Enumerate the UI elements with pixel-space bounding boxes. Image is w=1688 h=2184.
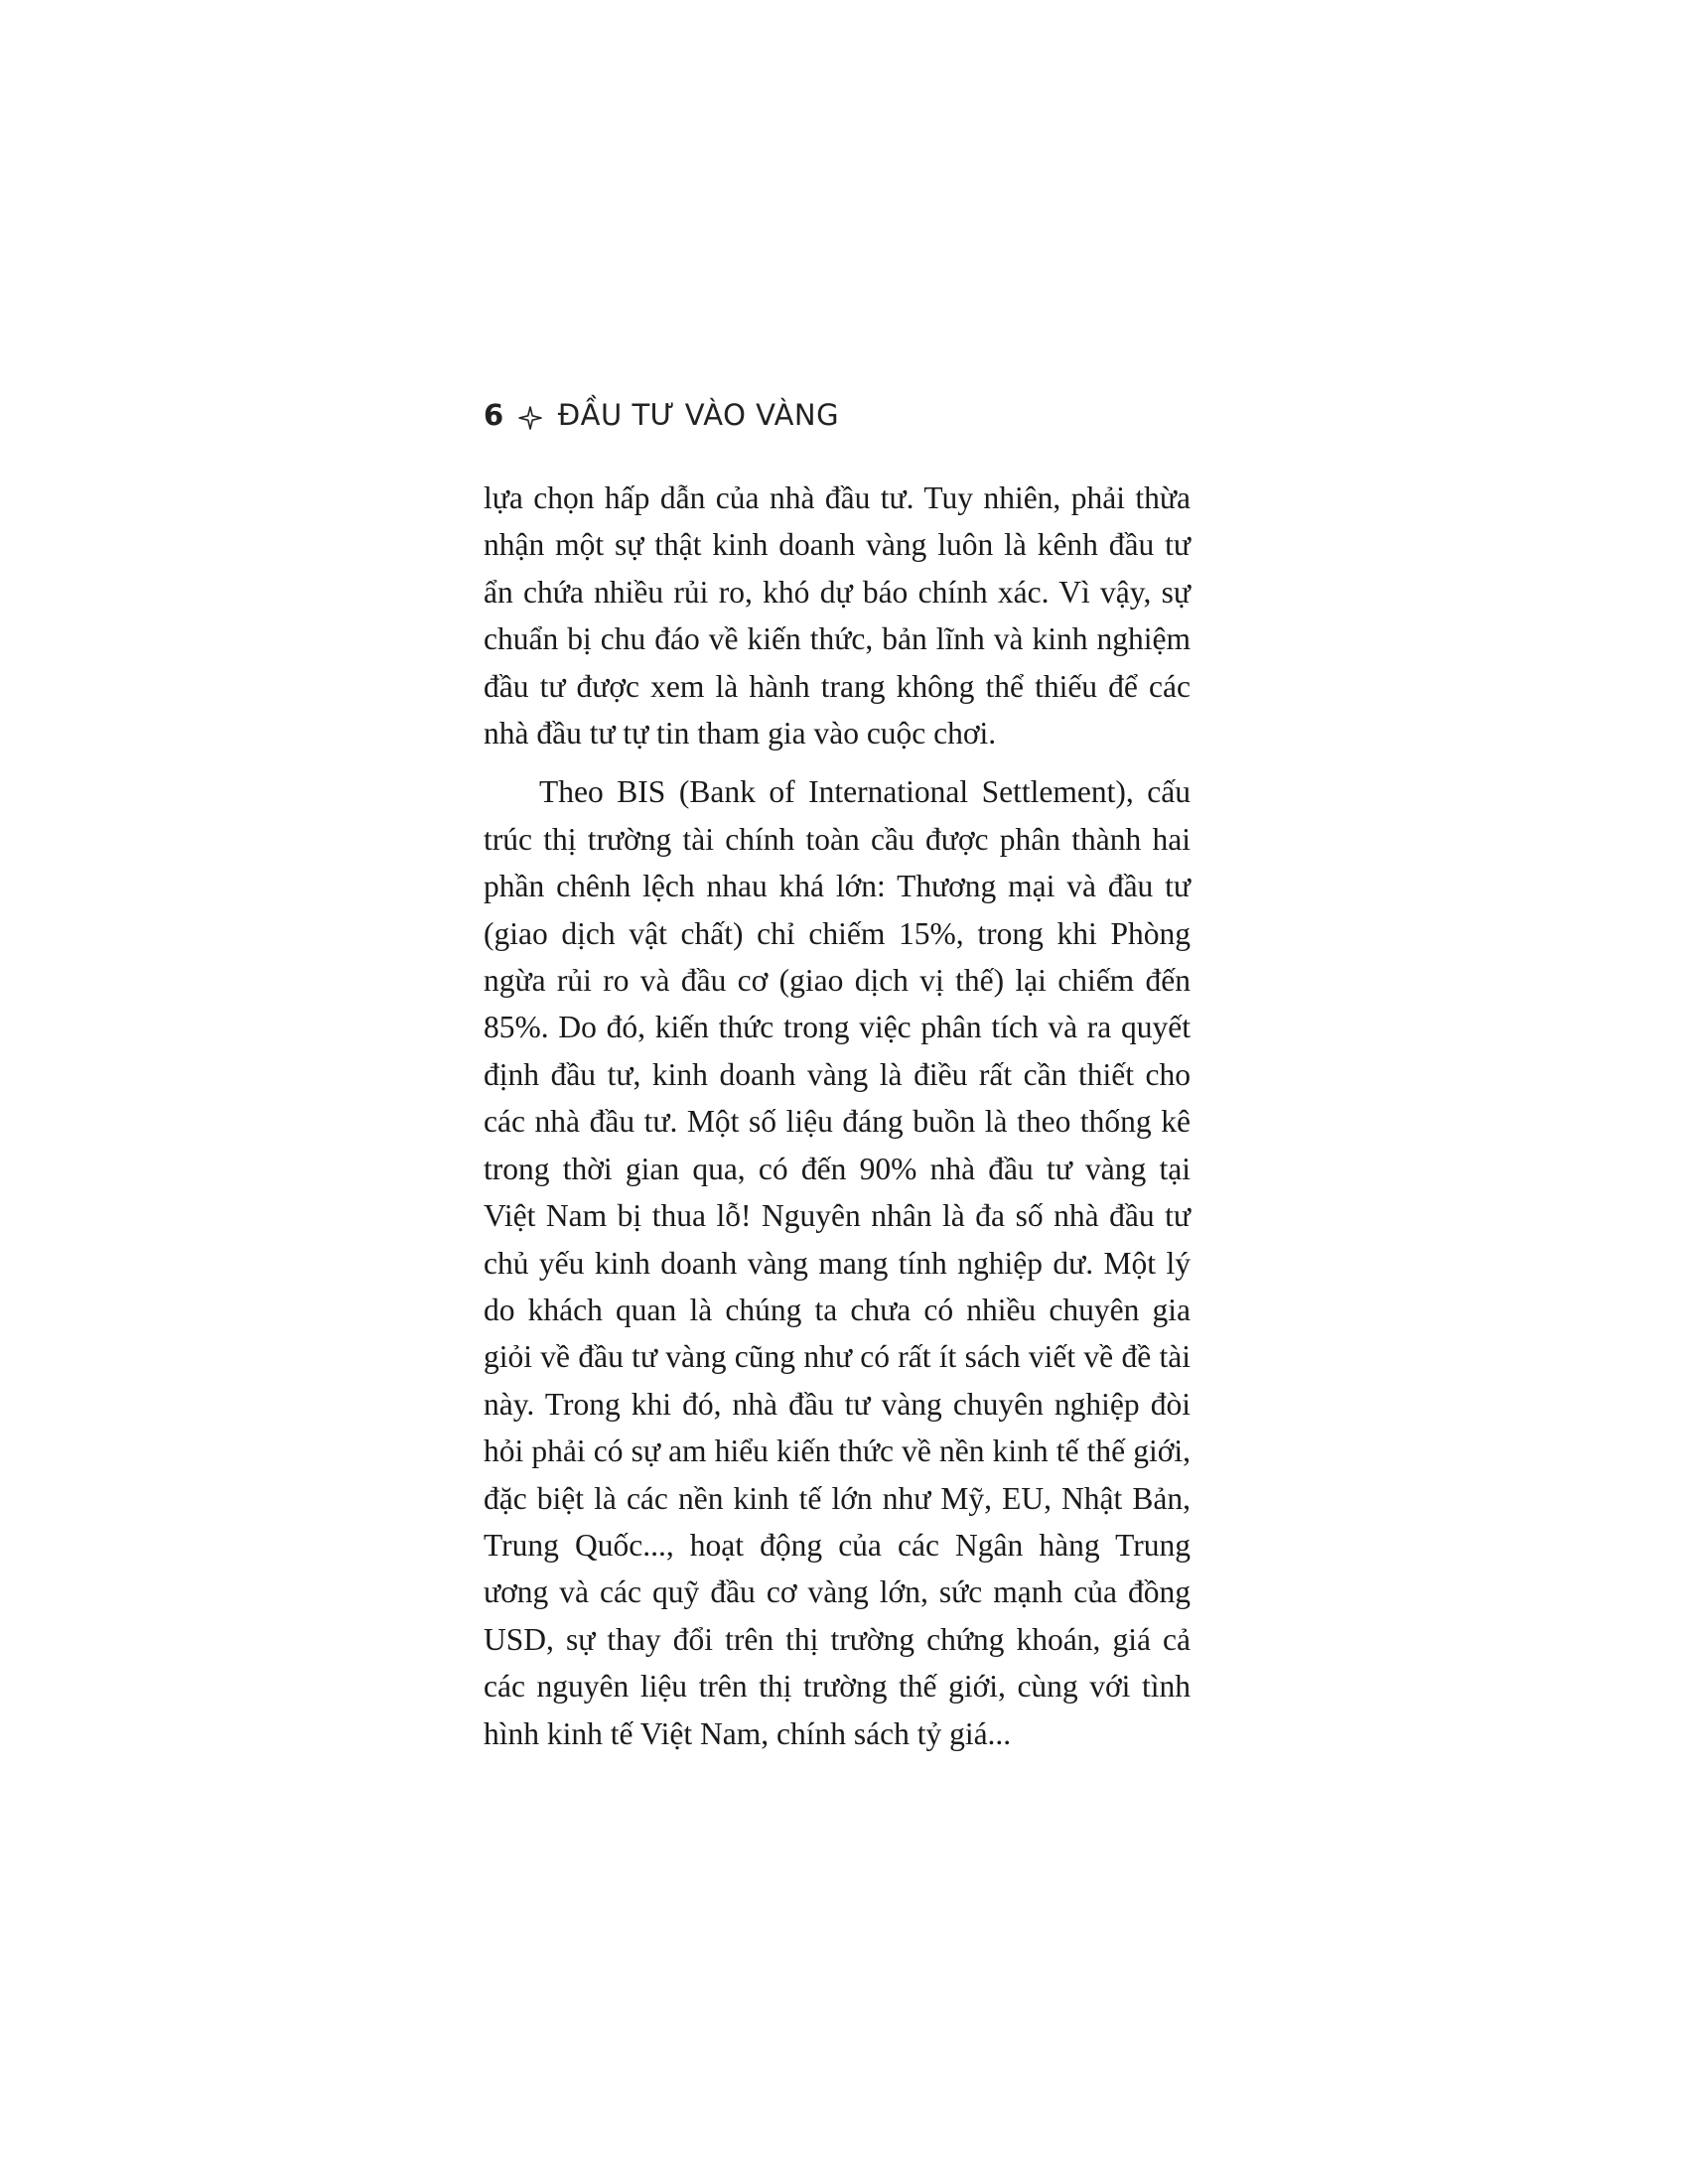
paragraph-continued: lựa chọn hấp dẫn của nhà đầu tư. Tuy nhiên, phải thừa nhận một sự thật kinh doanh vàng luôn là kênh đầu tư ẩn chứa nhiều rủi ro, khó dự báo chính xác. Vì vậy, sự chuẩn bị chu đáo về kiến thức, bản lĩnh và kinh nghiệm đầu tư được xem là hành trang không thể thiếu để các nhà đầu tư tự tin tham gia vào cuộc chơi.: [484, 480, 1191, 751]
body-text: [484, 475, 1191, 1769]
book-title: ĐẦU TƯ VÀO VÀNG: [557, 398, 840, 432]
page-number: 6: [484, 398, 504, 432]
four-point-star-icon: [518, 403, 542, 427]
running-header: [484, 395, 1238, 435]
paragraph-bis-market-structure: Theo BIS (Bank of International Settlement), cấu trúc thị trường tài chính toàn cầu được phân thành hai phần chênh lệch nhau khá lớn: Thương mại và đầu tư (giao dịch vật chất) chỉ chiếm 15%, trong khi Phòng ngừa rủi ro và đầu cơ (giao dịch vị thế) lại chiếm đến 85%. Do đó, kiến thức trong việc phân tích và ra quyết định đầu tư, kinh doanh vàng là điều rất cần thiết cho các nhà đầu tư. Một số liệu đáng buồn là theo thống kê trong thời gian qua, có đến 90% nhà đầu tư vàng tại Việt Nam bị thua lỗ! Nguyên nhân là đa số nhà đầu tư chủ yếu kinh doanh vàng mang tính nghiệp dư. Một lý do khách quan là chúng ta chưa có nhiều chuyên gia giỏi về đầu tư vàng cũng như có rất ít sách viết về đề tài này. Trong khi đó, nhà đầu tư vàng chuyên nghiệp đòi hỏi phải có sự am hiểu kiến thức về nền kinh tế thế giới, đặc biệt là các nền kinh tế lớn như Mỹ, EU, Nhật Bản, Trung Quốc..., hoạt động của các Ngân hàng Trung ương và các quỹ đầu cơ vàng lớn, sức mạnh của đồng USD, sự thay đổi trên thị trường chứng khoán, giá cả các nguyên liệu trên thị trường thế giới, cùng với tình hình kinh tế Việt Nam, chính sách tỷ giá...: [484, 774, 1191, 1751]
